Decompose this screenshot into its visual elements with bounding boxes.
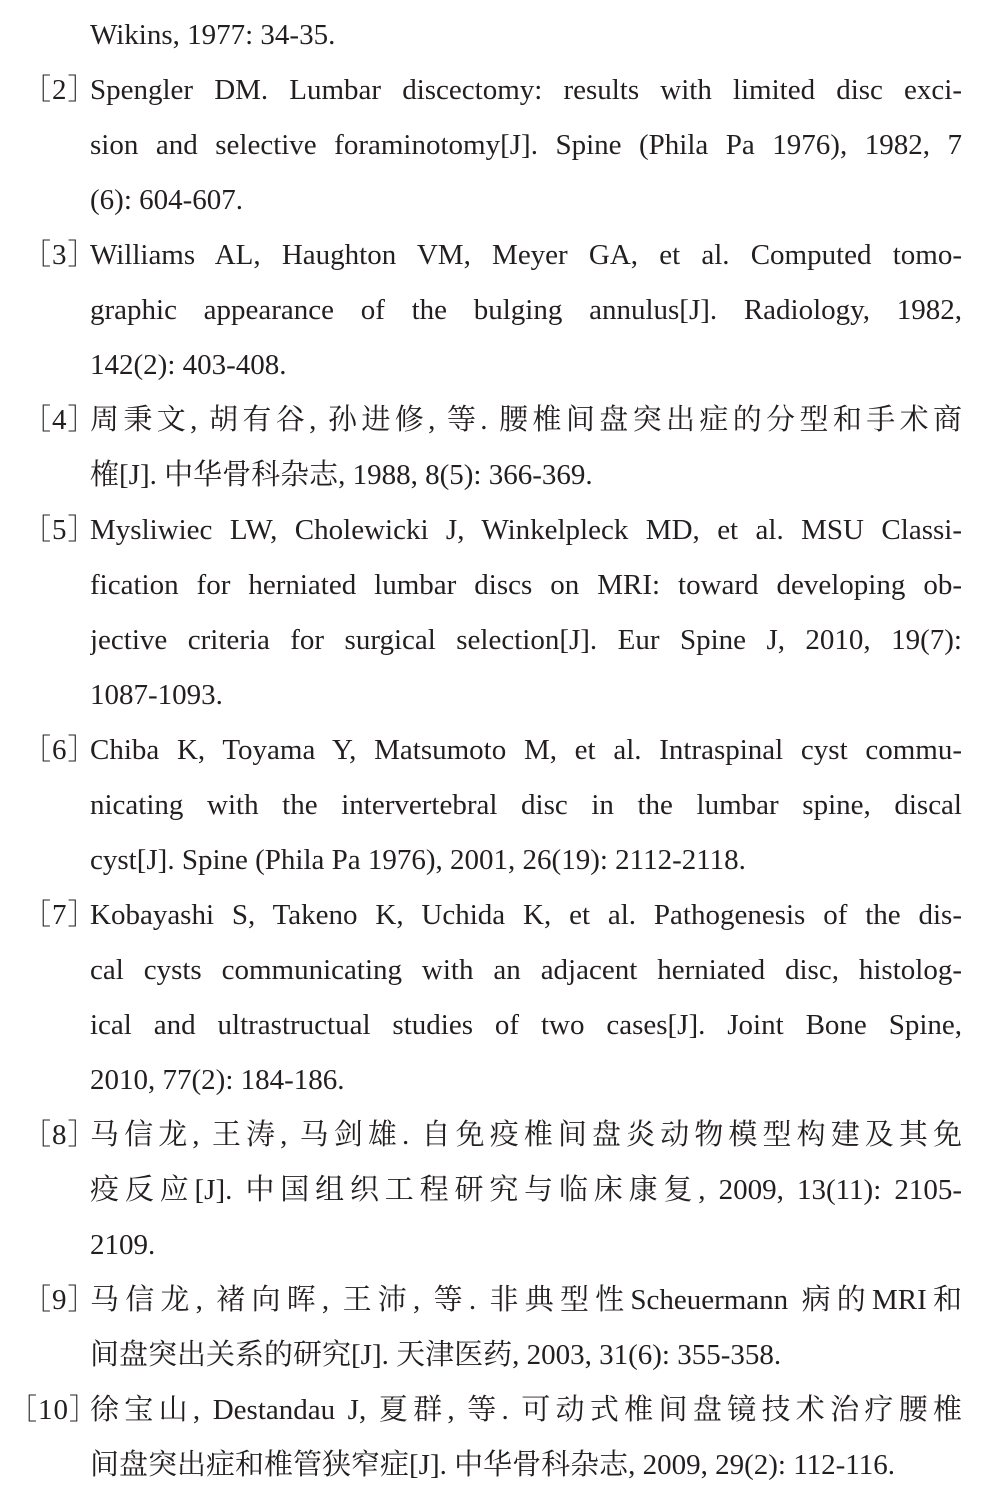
reference-text-line: 2010, 77(2): 184-186. bbox=[90, 1064, 345, 1096]
reference-text-line: Kobayashi S, Takeno K, Uchida K, et al. Pathogenesis of the dis- bbox=[90, 899, 962, 931]
reference-item bbox=[0, 393, 999, 503]
reference-text-line: Spengler DM. Lumbar discectomy: results with limited disc exci- bbox=[90, 74, 962, 106]
reference-text-line: 马信龙, 王涛, 马剑雄. 自免疫椎间盘炎动物模型构建及其免 bbox=[90, 1119, 962, 1151]
reference-text-line: Williams AL, Haughton VM, Meyer GA, et al. Computed tomo- bbox=[90, 239, 962, 271]
reference-item bbox=[0, 1108, 999, 1273]
reference-item bbox=[0, 1383, 999, 1493]
reference-number: ［5］ bbox=[22, 514, 98, 546]
reference-text-line: (6): 604-607. bbox=[90, 184, 244, 216]
reference-text-line: 间盘突出关系的研究[J]. 天津医药, 2003, 31(6): 355-358. bbox=[90, 1339, 782, 1371]
reference-number: ［10］ bbox=[8, 1394, 100, 1426]
reference-number: ［3］ bbox=[22, 239, 98, 271]
reference-number: ［6］ bbox=[22, 734, 98, 766]
reference-text-line: Mysliwiec LW, Cholewicki J, Winkelpleck MD, et al. MSU Classi- bbox=[90, 514, 962, 546]
reference-text-line: 142(2): 403-408. bbox=[90, 349, 287, 381]
reference-number: ［8］ bbox=[22, 1119, 98, 1151]
reference-text-line: Chiba K, Toyama Y, Matsumoto M, et al. Intraspinal cyst commu- bbox=[90, 734, 962, 766]
reference-text-line: sion and selective foraminotomy[J]. Spine (Phila Pa 1976), 1982, 7 bbox=[90, 129, 962, 161]
reference-item bbox=[0, 228, 999, 393]
reference-text-line: nicating with the intervertebral disc in the lumbar spine, discal bbox=[90, 789, 962, 821]
reference-text-line: cyst[J]. Spine (Phila Pa 1976), 2001, 26(19): 2112-2118. bbox=[90, 844, 746, 876]
reference-text-line: 马信龙, 褚向晖, 王沛, 等. 非典型性Scheuermann 病的MRI和 bbox=[90, 1284, 962, 1316]
reference-list bbox=[0, 8, 999, 1493]
reference-number: ［2］ bbox=[22, 74, 98, 106]
reference-text-line: 疫反应[J]. 中国组织工程研究与临床康复, 2009, 13(11): 2105- bbox=[90, 1174, 962, 1206]
reference-item bbox=[0, 723, 999, 888]
reference-text-line: 徐宝山, Destandau J, 夏群, 等. 可动式椎间盘镜技术治疗腰椎 bbox=[90, 1394, 962, 1426]
reference-item bbox=[0, 888, 999, 1108]
reference-number: ［4］ bbox=[22, 404, 98, 436]
reference-item bbox=[0, 503, 999, 723]
reference-text-line: 间盘突出症和椎管狭窄症[J]. 中华骨科杂志, 2009, 29(2): 112-116. bbox=[90, 1449, 895, 1481]
reference-text-line: 榷[J]. 中华骨科杂志, 1988, 8(5): 366-369. bbox=[90, 459, 593, 491]
reference-text-line: fication for herniated lumbar discs on MRI: toward developing ob- bbox=[90, 569, 962, 601]
reference-text-line: cal cysts communicating with an adjacent herniated disc, histolog- bbox=[90, 954, 962, 986]
reference-number: ［7］ bbox=[22, 899, 98, 931]
reference-text-line: Wikins, 1977: 34-35. bbox=[90, 19, 336, 51]
reference-text-line: jective criteria for surgical selection[J]. Eur Spine J, 2010, 19(7): bbox=[90, 624, 962, 656]
reference-item bbox=[0, 8, 999, 63]
reference-item bbox=[0, 1273, 999, 1383]
reference-item bbox=[0, 63, 999, 228]
reference-text-line: graphic appearance of the bulging annulus[J]. Radiology, 1982, bbox=[90, 294, 962, 326]
reference-number: ［9］ bbox=[22, 1284, 98, 1316]
reference-text-line: 周秉文, 胡有谷, 孙进修, 等. 腰椎间盘突出症的分型和手术商 bbox=[90, 404, 962, 436]
reference-text-line: 2109. bbox=[90, 1229, 156, 1261]
reference-text-line: 1087-1093. bbox=[90, 679, 223, 711]
reference-text-line: ical and ultrastructual studies of two cases[J]. Joint Bone Spine, bbox=[90, 1009, 962, 1041]
